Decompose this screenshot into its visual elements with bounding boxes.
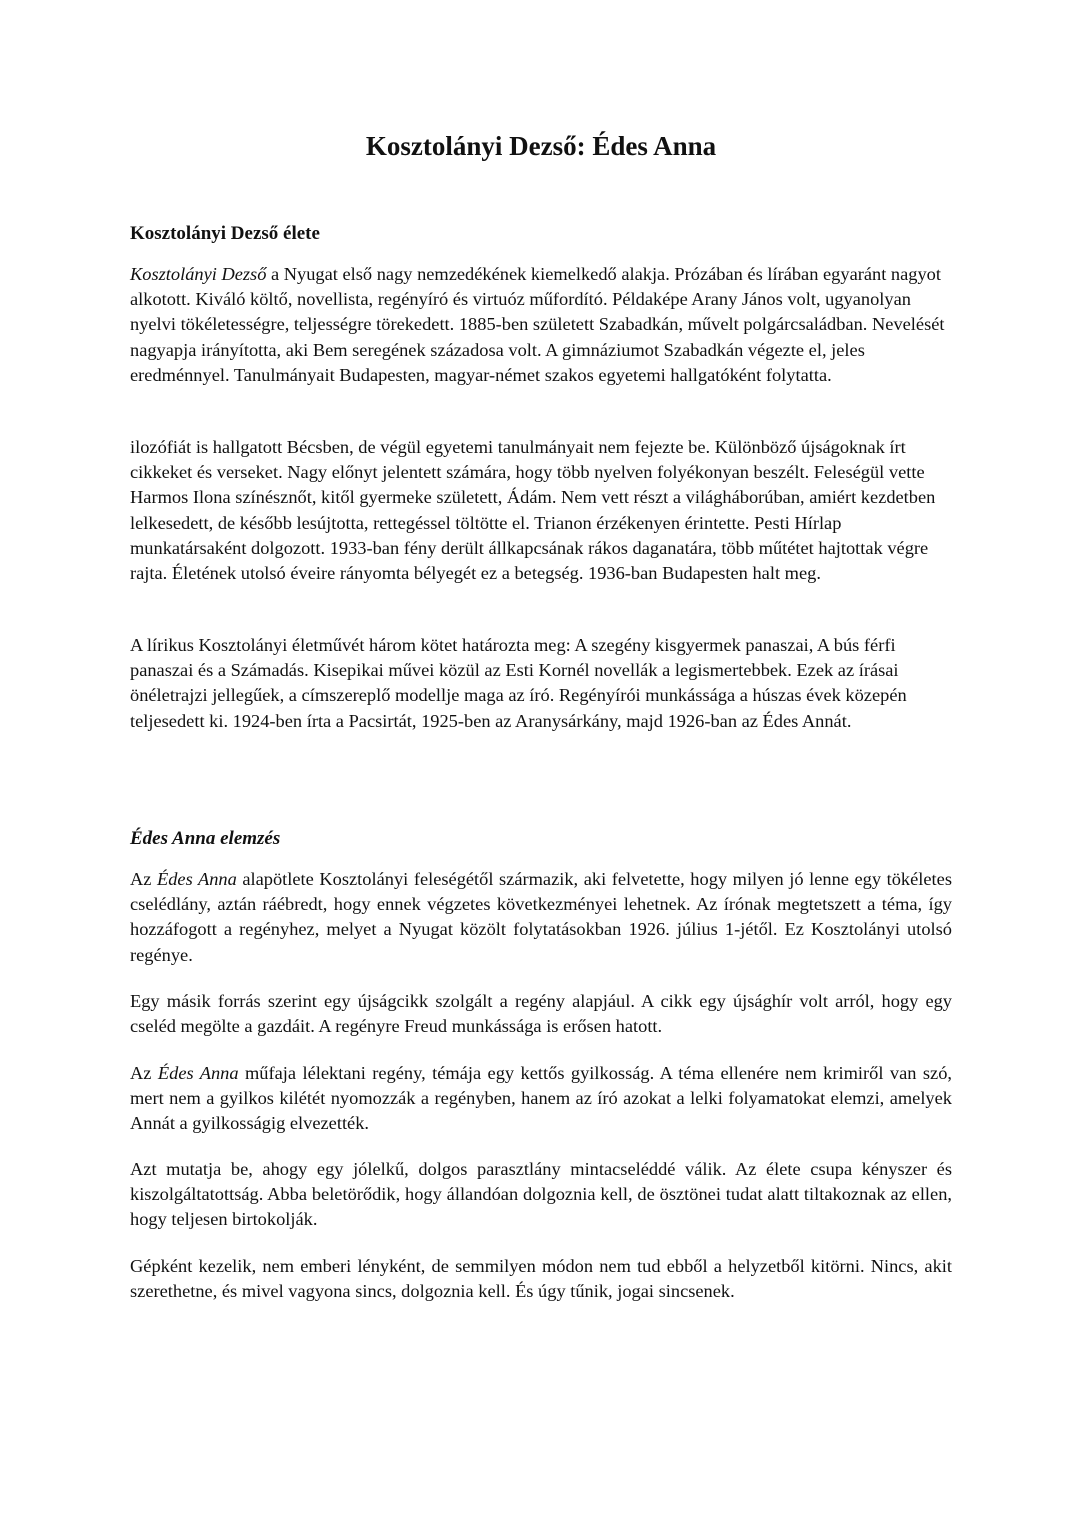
section-heading-analysis: Édes Anna elemzés <box>130 828 281 849</box>
analysis-paragraph-3-pre: Az <box>130 1063 158 1083</box>
analysis-paragraph-1-pre: Az <box>130 869 157 889</box>
analysis-paragraph-5: Gépként kezelik, nem emberi lényként, de semmilyen módon nem tud ebből a helyzetből kitörni. Nincs, akit szerethetne, és mivel vagyona sincs, dolgoznia kell. És úgy tűnik, jogai sincsenek. <box>130 1256 952 1302</box>
analysis-paragraph-1 <box>130 867 952 968</box>
analysis-paragraph-4: Azt mutatja be, ahogy egy jólelkű, dolgos parasztlány mintacseléddé válik. Az élete csupa kényszer és kiszolgáltatottság. Abba beletörődik, hogy állandóan dolgoznia kell, de ösztönei tudat alatt tiltakoznak az ellen, hogy teljesen birtokolják. <box>130 1159 952 1230</box>
biography-paragraph-1 <box>130 262 952 388</box>
analysis-paragraph-2: Egy másik forrás szerint egy újságcikk szolgált a regény alapjául. A cikk egy újsághír volt arról, hogy egy cseléd megölte a gazdáit. A regényre Freud munkássága is erősen hatott. <box>130 991 952 1037</box>
analysis-paragraph-3-text: műfaja lélektani regény, témája egy kettős gyilkosság. A téma ellenére nem krimiről van szó, mert nem a gyilkos kilétét nyomozzák a regényben, hanem az író azokat a lelki folyamatokat elemzi, amelyek Annát a gyilkosságig elvezették. <box>130 1063 952 1134</box>
document-title: Kosztolányi Dezső: Édes Anna <box>365 131 717 161</box>
biography-paragraph-3: A lírikus Kosztolányi életművét három kötet határozta meg: A szegény kisgyermek panaszai, A bús férfi panaszai és a Számadás. Kisepikai művei közül az Esti Kornél novellák a legismertebbek. Ezek az írásai önéletrajzi jellegűek, a címszereplő modellje maga az író. Regényírói munkássága a húszas évek közepén teljesedett ki. 1924-ben írta a Pacsirtát, 1925-ben az Aranysárkány, majd 1926-ban az Édes Annát. <box>130 635 907 731</box>
author-name-italic: Kosztolányi Dezső <box>130 264 267 284</box>
novel-title-italic: Édes Anna <box>157 869 237 889</box>
biography-paragraph-1-text: a Nyugat első nagy nemzedékének kiemelkedő alakja. Prózában és lírában egyaránt nagyot alkotott. Kiváló költő, novellista, regényíró és virtuóz műfordító. Példaképe Arany János volt, ugyanolyan nyelvi tökéletességre, teljességre törekedett. 1885-ben született Szabadkán, művelt polgárcsaládban. Nevelését nagyapja irányította, aki Bem seregének századosa volt. A gimnáziumot Szabadkán végezte el, jeles eredménnyel. Tanulmányait Budapesten, magyar-német szakos egyetemi hallgatóként folytatta. <box>130 264 945 385</box>
novel-title-italic: Édes Anna <box>157 1063 239 1083</box>
biography-paragraph-2: ilozófiát is hallgatott Bécsben, de végül egyetemi tanulmányait nem fejezte be. Különböző újságoknak írt cikkeket és verseket. Nagy előnyt jelentett számára, hogy több nyelven folyékonyan beszélt. Feleségül vette Harmos Ilona színésznőt, kitől gyermeke született, Ádám. Nem vett részt a világháborúban, amiért kezdetben lelkesedett, de később lesújtotta, rettegéssel töltötte el. Trianon érzékenyen érintette. Pesti Hírlap munkatársaként dolgozott. 1933-ban fény derült állkapcsának rákos daganatára, több műtétet hajtottak végre rajta. Életének utolsó éveire rányomta bélyegét ez a betegség. 1936-ban Budapesten halt meg. <box>130 437 936 584</box>
section-heading-biography: Kosztolányi Dezső élete <box>130 223 320 244</box>
analysis-paragraph-3 <box>130 1061 952 1137</box>
analysis-paragraph-1-text: alapötlete Kosztolányi feleségétől származik, aki felvetette, hogy milyen jó lenne egy tökéletes cselédlány, aztán ráébredt, hogy ennek végzetes következményei lehetnek. Az írónak megtetszett a téma, így hozzáfogott a regényhez, melyet a Nyugat közölt folytatásokban 1926. július 1-jétől. Ez Kosztolányi utolsó regénye. <box>130 869 952 965</box>
